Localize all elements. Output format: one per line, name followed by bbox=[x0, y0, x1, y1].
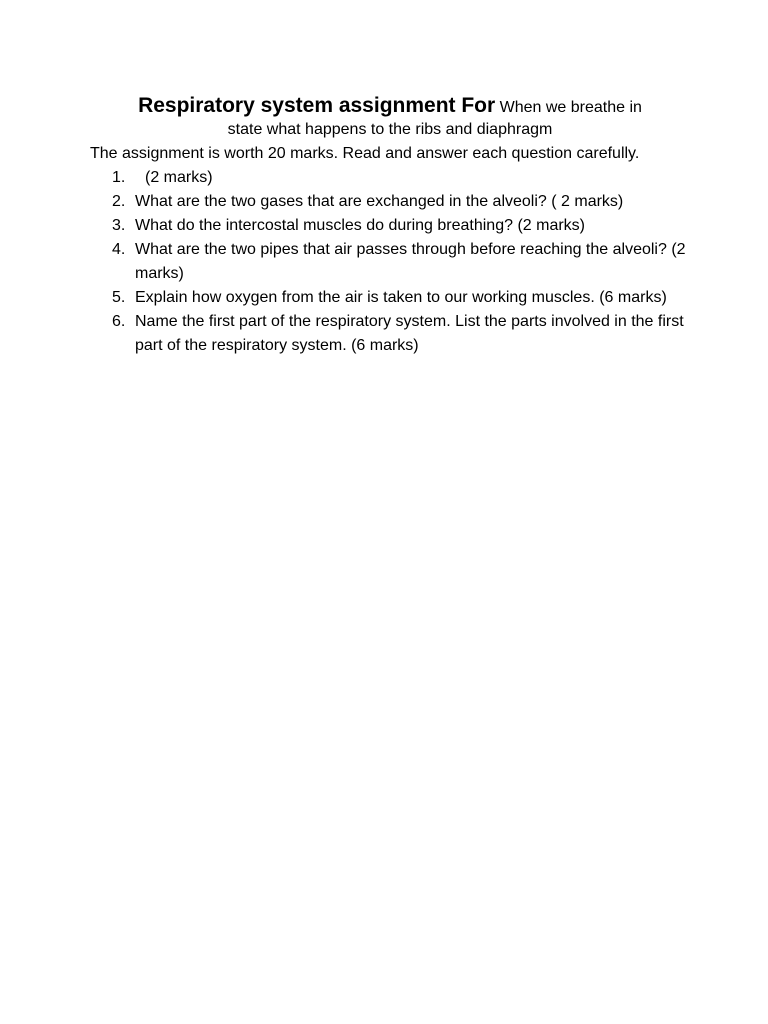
question-item bbox=[90, 310, 690, 358]
question-number: 3. bbox=[112, 217, 126, 234]
title-bold-text: Respiratory system assignment For bbox=[138, 94, 496, 117]
question-number: 5. bbox=[112, 289, 126, 306]
question-number: 2. bbox=[112, 193, 126, 210]
question-item bbox=[90, 214, 690, 238]
document-content bbox=[90, 92, 690, 358]
question-text: Name the first part of the respiratory system. List the parts involved in the first part of the respiratory system. (6 marks) bbox=[135, 313, 684, 354]
intro-paragraph: The assignment is worth 20 marks. Read and answer each question carefully. bbox=[90, 145, 640, 162]
question-list bbox=[90, 166, 690, 358]
title-second-line: state what happens to the ribs and diaphragm bbox=[227, 121, 553, 138]
question-text: (2 marks) bbox=[145, 169, 213, 186]
title-rest-text: When we breathe in bbox=[495, 99, 642, 116]
question-number: 6. bbox=[112, 313, 126, 330]
question-item bbox=[90, 190, 690, 214]
question-number: 1. bbox=[112, 169, 126, 186]
question-item bbox=[90, 286, 690, 310]
question-text: What are the two gases that are exchanged in the alveoli? ( 2 marks) bbox=[135, 193, 624, 210]
document-title bbox=[90, 92, 690, 140]
question-number: 4. bbox=[112, 241, 126, 258]
question-text: What are the two pipes that air passes through before reaching the alveoli? (2 marks) bbox=[135, 241, 686, 282]
question-item bbox=[90, 166, 690, 190]
question-item bbox=[90, 238, 690, 286]
question-text: What do the intercostal muscles do during breathing? (2 marks) bbox=[135, 217, 585, 234]
question-text: Explain how oxygen from the air is taken to our working muscles. (6 marks) bbox=[135, 289, 667, 306]
